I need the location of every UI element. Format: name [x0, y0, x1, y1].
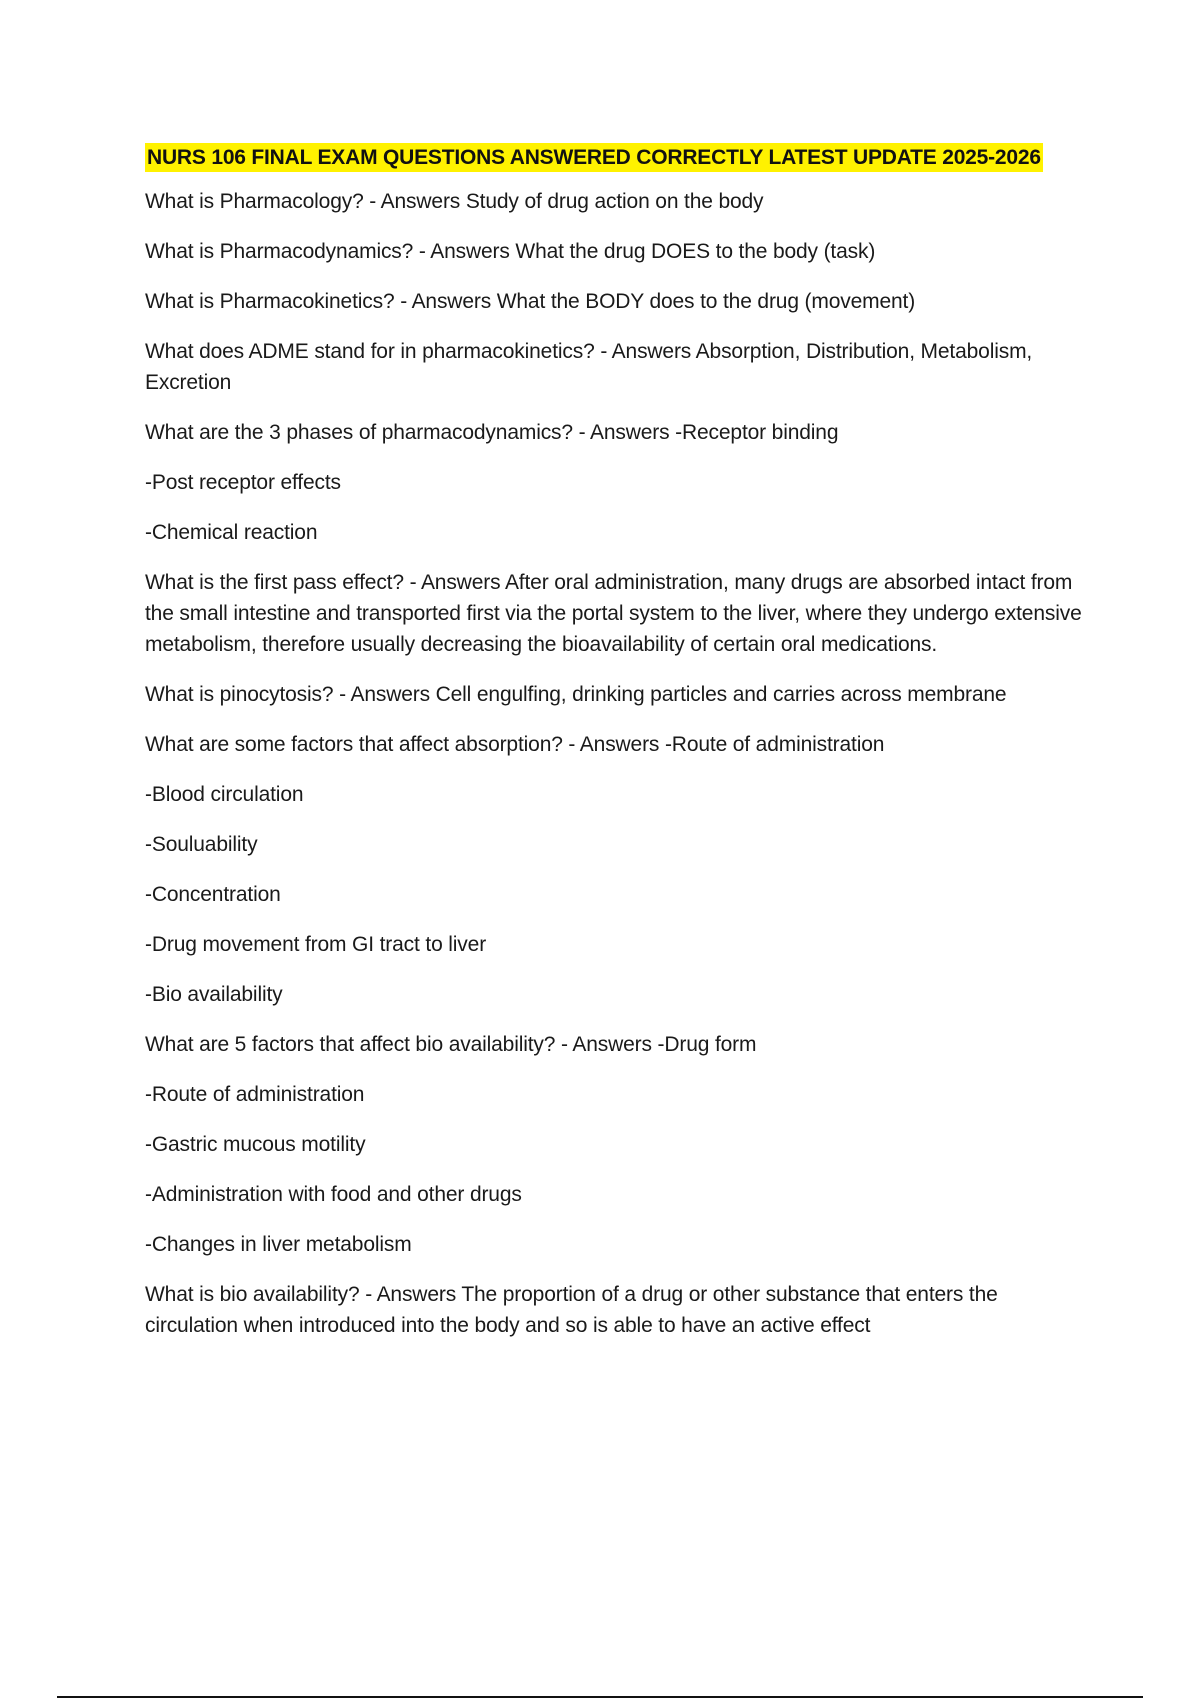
list-item: -Bio availability [145, 983, 283, 1006]
document-body [145, 143, 1090, 1360]
qa-paragraph-pharmacology: What is Pharmacology? - Answers Study of drug action on the body [145, 190, 764, 213]
list-item: -Post receptor effects [145, 471, 341, 494]
list-item: -Route of administration [145, 1083, 365, 1106]
qa-paragraph-pinocytosis: What is pinocytosis? - Answers Cell engulfing, drinking particles and carries across membrane [145, 683, 1007, 706]
qa-paragraph-bioavailability-factors: What are 5 factors that affect bio availability? - Answers -Drug form [145, 1033, 757, 1056]
list-item: -Souluability [145, 833, 258, 856]
list-item: -Concentration [145, 883, 281, 906]
list-item: -Drug movement from GI tract to liver [145, 933, 487, 956]
qa-paragraph-bioavailability: What is bio availability? - Answers The proportion of a drug or other substance that enters the circulation when introduced into the body and so is able to have an active effect [145, 1283, 998, 1337]
qa-paragraph-pharmacodynamics: What is Pharmacodynamics? - Answers What the drug DOES to the body (task) [145, 240, 876, 263]
list-item: -Administration with food and other drugs [145, 1183, 522, 1206]
list-item: -Gastric mucous motility [145, 1133, 366, 1156]
footer-divider [57, 1696, 1143, 1698]
list-item: -Changes in liver metabolism [145, 1233, 412, 1256]
document-title: NURS 106 FINAL EXAM QUESTIONS ANSWERED CORRECTLY LATEST UPDATE 2025-2026 [145, 143, 1043, 172]
qa-paragraph-pd-phases: What are the 3 phases of pharmacodynamics? - Answers -Receptor binding [145, 421, 839, 444]
qa-paragraph-first-pass: What is the first pass effect? - Answers After oral administration, many drugs are absorbed intact from the small intestine and transported first via the portal system to the liver, where they undergo extensive metabolism, therefore usually decreasing the bioavailability of certain oral medications. [145, 571, 1082, 656]
list-item: -Chemical reaction [145, 521, 318, 544]
qa-paragraph-absorption-factors: What are some factors that affect absorption? - Answers -Route of administration [145, 733, 885, 756]
list-item: -Blood circulation [145, 783, 304, 806]
qa-paragraph-pharmacokinetics: What is Pharmacokinetics? - Answers What the BODY does to the drug (movement) [145, 290, 916, 313]
qa-paragraph-adme: What does ADME stand for in pharmacokinetics? - Answers Absorption, Distribution, Metabolism, Excretion [145, 340, 1033, 394]
